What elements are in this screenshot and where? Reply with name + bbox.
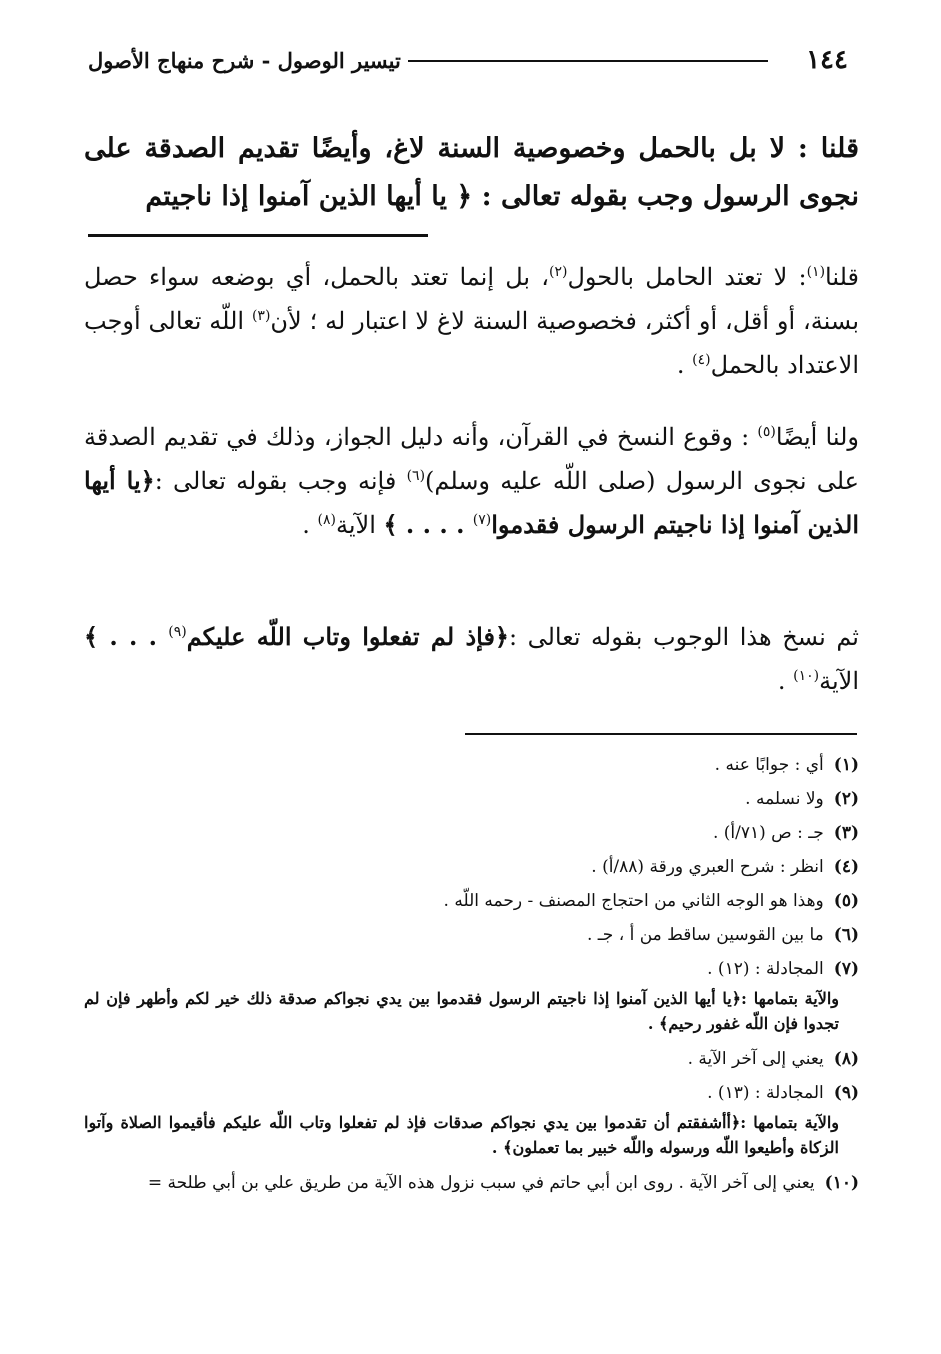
footnote-text: أي : جوابًا عنه . bbox=[714, 755, 824, 775]
paragraph-text: ، بل إنما تعتد بالحمل، أي بوضعه سواء حصل بسنة، أو أقل، أو أكثر، فخصوصية السنة لاغ لا اعتبار له ؛ لأن bbox=[84, 263, 859, 335]
footnote-ref: (٢) bbox=[549, 264, 568, 280]
footnote-1 bbox=[84, 748, 859, 782]
paragraph-quoted-text: قلنا : لا بل بالحمل وخصوصية السنة لاغ، وأيضًا تقديم الصدقة على نجوى الرسول وجب بقوله تعالى : ﴿ يا أيها الذين آمنوا إذا ناجيتم bbox=[84, 133, 859, 212]
paragraph-text: الآية bbox=[819, 667, 859, 695]
separator-rule bbox=[88, 234, 428, 237]
paragraph-text: قلنا bbox=[825, 263, 860, 291]
footnote-ref: (٣) bbox=[251, 308, 271, 324]
footnote-ref: (٨) bbox=[317, 512, 336, 528]
footnote-10 bbox=[84, 1166, 859, 1200]
paragraph-text: : وقوع النسخ في القرآن، وأنه دليل الجواز، وذلك في تقديم الصدقة على نجوى الرسول (صلى اللّه عليه وسلم) bbox=[84, 423, 860, 495]
quran-verse-end: . . . ﴾ bbox=[84, 622, 169, 651]
footnote-number: (٣) bbox=[833, 823, 859, 843]
quran-verse: ﴿يا أيها الذين آمنوا إذا ناجيتم الرسول فقدموا bbox=[84, 466, 859, 539]
footnote-2 bbox=[84, 782, 859, 816]
page-number: ١٤٤ bbox=[806, 45, 848, 75]
paragraph-text: ثم نسخ هذا الوجوب بقوله تعالى : bbox=[508, 623, 859, 651]
paragraph-text: . bbox=[777, 667, 794, 695]
paragraph-text: . bbox=[676, 351, 693, 379]
paragraph-commentary-3 bbox=[84, 615, 859, 703]
paragraph-commentary-1 bbox=[84, 255, 859, 387]
paragraph-text: ولنا أيضًا bbox=[775, 423, 859, 451]
footnote-number: (٧) bbox=[833, 959, 859, 979]
footnote-text: المجادلة : (١٢) . bbox=[707, 959, 824, 979]
footnote-6 bbox=[84, 918, 859, 952]
footnote-8 bbox=[84, 1042, 859, 1076]
footnote-verse-full: والآية بتمامها :﴿يا أيها الذين آمنوا إذا ناجيتم الرسول فقدموا بين يدي نجواكم صدقة ذلك خير لكم وأطهر فإن لم تجدوا فإن اللّه غفور رحيم﴾ . bbox=[84, 989, 839, 1033]
footnote-5 bbox=[84, 884, 859, 918]
paragraph-text: فإنه وجب بقوله تعالى : bbox=[154, 467, 407, 495]
footnote-number: (٤) bbox=[833, 857, 859, 877]
footnote-number: (١٠) bbox=[824, 1173, 859, 1193]
footnote-number: (٢) bbox=[833, 789, 859, 809]
page-header bbox=[88, 38, 848, 82]
footnote-verse-full: والآية بتمامها :﴿أأشفقتم أن تقدموا بين يدي نجواكم صدقات فإذ لم تفعلوا وتاب اللّه عليكم فأقيموا الصلاة وآتوا الزكاة وأطيعوا اللّه ورسوله واللّه خبير بما تعملون﴾ . bbox=[84, 1113, 839, 1157]
quran-verse-end: . . . . ﴾ bbox=[383, 510, 473, 539]
footnote-ref: (١) bbox=[806, 264, 826, 280]
footnote-ref: (٦) bbox=[406, 468, 426, 484]
footnote-text: وهذا هو الوجه الثاني من احتجاج المصنف - رحمه اللّه . bbox=[443, 891, 824, 911]
footnote-text: جـ : ص (٧١/أ) . bbox=[712, 823, 824, 843]
footnote-number: (١) bbox=[833, 755, 859, 775]
running-title: تيسير الوصول - شرح منهاج الأصول bbox=[88, 47, 401, 73]
footnote-text: يعني إلى آخر الآية . bbox=[687, 1049, 824, 1069]
footnote-number: (٨) bbox=[833, 1049, 859, 1069]
footnotes-list bbox=[84, 748, 859, 1200]
header-rule bbox=[408, 60, 768, 62]
footnote-3 bbox=[84, 816, 859, 850]
quran-verse: ﴿فإذ لم تفعلوا وتاب اللّه عليكم bbox=[186, 622, 509, 651]
footnote-ref: (٤) bbox=[692, 352, 711, 368]
footnote-ref: (٧) bbox=[472, 512, 492, 528]
footnote-ref: (١٠) bbox=[793, 668, 820, 684]
footnote-text: انظر : شرح العبري ورقة (٨٨/أ) . bbox=[591, 857, 824, 877]
footnote-text: ما بين القوسين ساقط من أ ، جـ . bbox=[587, 925, 824, 945]
footnote-text: ولا نسلمه . bbox=[745, 789, 824, 809]
footnote-number: (٩) bbox=[833, 1083, 859, 1103]
footnote-7 bbox=[84, 952, 859, 1036]
footnote-ref: (٩) bbox=[168, 624, 187, 640]
footnote-ref: (٥) bbox=[757, 424, 776, 440]
footnote-number: (٥) bbox=[833, 891, 859, 911]
paragraph-text: اللّه تعالى أوجب الاعتداد بالحمل bbox=[84, 307, 859, 379]
paragraph-text: : لا تعتد الحامل بالحول bbox=[567, 263, 807, 291]
footnote-separator bbox=[465, 733, 857, 735]
paragraph-commentary-2 bbox=[84, 415, 859, 547]
footnote-9 bbox=[84, 1076, 859, 1160]
footnote-text: يعني إلى آخر الآية . روى ابن أبي حاتم في سبب نزول هذه الآية من طريق علي بن أبي طلحة = bbox=[147, 1173, 815, 1193]
footnote-4 bbox=[84, 850, 859, 884]
paragraph-text: . bbox=[302, 511, 318, 539]
paragraph-text: الآية bbox=[335, 511, 384, 539]
footnote-text: المجادلة : (١٣) . bbox=[707, 1083, 824, 1103]
footnote-number: (٦) bbox=[833, 925, 859, 945]
